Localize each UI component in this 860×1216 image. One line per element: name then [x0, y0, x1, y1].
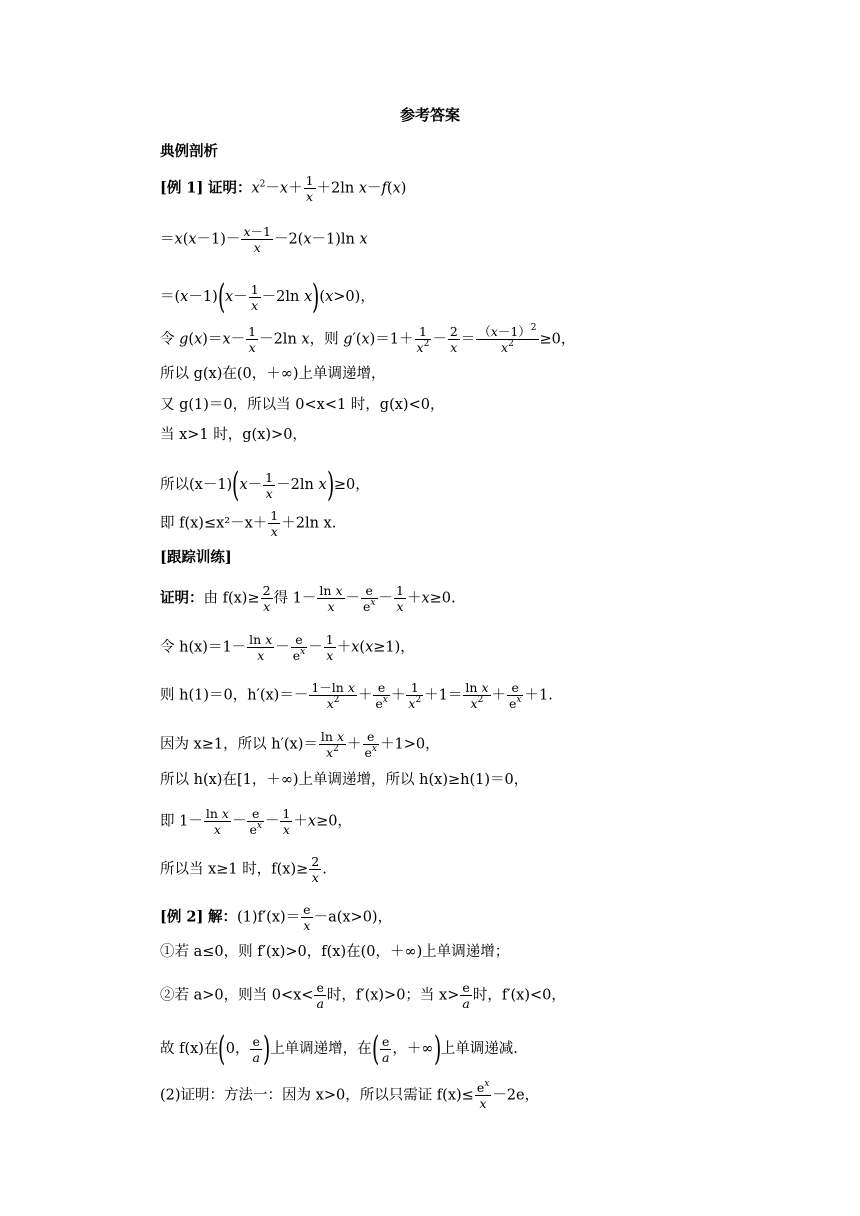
section-heading: 典例剖析 [160, 143, 218, 160]
ex2-line-3: ②若 a>0，则当 0<x< $\frac{e}{a}$ 时，f′(x)>0；当 x> $\frac{e}{a}$ 时，f′(x)<0， [160, 980, 566, 1011]
follow-line-3: 则 h(1)＝0，h′(x)＝－ $\frac{\text{1－ln x}}{x^2}$ ＋ $\frac{e}{e^x}$ ＋ $\frac{1}{x^2}$ ＋1＝ $\frac{\text{ln x}}{x^2}$ ＋ $\frac{e}{e^x}$ ＋1. [160, 680, 553, 711]
ex1-line-4: 令 g(x)＝x－ $\frac{1}{x}$ －2ln x，则 g′(x)＝1＋ $\frac{1}{x^2}$ － $\frac{2}{x}$ ＝ $\frac{(x-1)^2}{x^2}$ ≥0， [160, 323, 576, 355]
follow-line-1: 证明：由 f(x)≥ $\frac{2}{x}$ 得 1－ $\frac{\text{ln x}}{x}$ － $\frac{e}{e^x}$ － $\frac{1}{x}$ ＋x≥0. [160, 583, 456, 614]
ex2-line-2: ①若 a≤0，则 f′(x)>0，f(x)在(0，＋∞)上单调递增； [160, 944, 510, 960]
follow-line-7: 所以当 x≥1 时，f(x)≥ $\frac{2}{x}$ . [160, 854, 327, 885]
proof-word: 证明： [207, 179, 252, 197]
ex1-line-7: 当 x>1 时，g(x)>0， [160, 427, 307, 443]
ex1-line-9: 即 f(x)≤x²－x＋ $\frac{1}{x}$ ＋2ln x. [160, 508, 337, 539]
ex1-line-1: [例 1] 证明：$x^2-x+$ $\frac{1}{x}$ ＋2ln x－f(x) [160, 173, 407, 204]
follow-line-5: 所以 h(x)在[1，＋∞)上单调递增，所以 h(x)≥h(1)＝0， [160, 772, 529, 788]
ex2-line-1: [例 2] 解：(1)f′(x)＝ $\frac{e}{x}$ －a(x>0)， [160, 902, 393, 933]
ex1-line-6: 又 g(1)＝0，所以当 0<x<1 时，g(x)<0， [160, 397, 445, 413]
follow-line-4: 因为 x≥1，所以 h′(x)＝ $\frac{\text{ln x}}{x^2}$ ＋ $\frac{e}{e^x}$ ＋1>0， [160, 729, 440, 760]
ex2-label: [例 2] [160, 908, 204, 926]
ex2-line-4: 故 f(x)在(0， $\frac{e}{a}$ )上单调递增，在( $\frac{e}{a}$ ，＋∞)上单调递减. [160, 1029, 518, 1069]
page-title: 参考答案 [399, 106, 460, 124]
ex1-line-5: 所以 g(x)在(0，＋∞)上单调递增， [160, 366, 386, 382]
follow-line-2: 令 h(x)＝1－ $\frac{\text{ln x}}{x}$ － $\frac{e}{e^x}$ － $\frac{1}{x}$ ＋x(x≥1)， [160, 632, 415, 663]
ex1-line-3: ＝(x－1)(x－ $\frac{1}{x}$ －2ln x)(x>0)， [160, 277, 375, 317]
follow-heading: [跟踪训练] [160, 549, 232, 566]
ex1-line-8: 所以(x－1)(x－ $\frac{1}{x}$ －2ln x)≥0， [160, 465, 370, 505]
ex1-line-2: ＝x(x－1)－ $\frac{x-1}{x}$ －2(x－1)ln x [160, 224, 368, 255]
ex1-label: [例 1] [160, 179, 204, 197]
ex2-line-5: (2)证明：方法一：因为 x>0，所以只需证 f(x)≤ $\frac{e^x}{x}$ －2e， [160, 1079, 540, 1111]
follow-line-6: 即 1－ $\frac{\text{ln x}}{x}$ － $\frac{e}{e^x}$ － $\frac{1}{x}$ ＋x≥0， [160, 806, 352, 837]
